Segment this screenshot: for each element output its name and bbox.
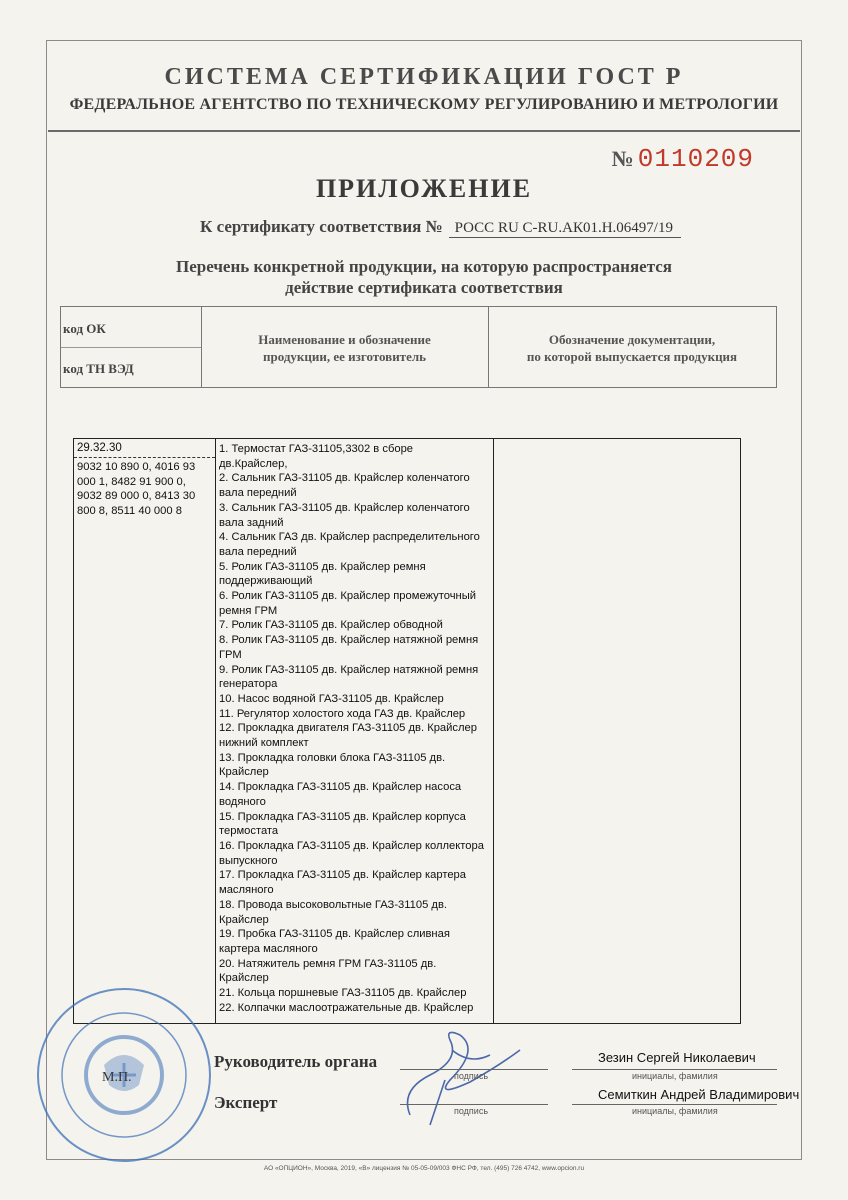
product-list	[219, 442, 491, 1015]
product-line: поддерживающий	[219, 575, 313, 588]
agency-name: ФЕДЕРАЛЬНОЕ АГЕНТСТВО ПО ТЕХНИЧЕСКОМУ РЕГУЛИРОВАНИЮ И МЕТРОЛОГИИ	[69, 96, 779, 113]
product-line: 4. Сальник ГАЗ дв. Крайслер распределительного	[219, 531, 480, 544]
product-line: генератора	[219, 678, 278, 691]
product-line: 22. Колпачки маслоотражательные дв. Крайслер	[219, 1001, 474, 1014]
list-title-line1: Перечень конкретной продукции, на которую распространяется	[175, 257, 673, 276]
expert-name: Семиткин Андрей Владимирович	[598, 1087, 800, 1102]
list-title	[0, 256, 848, 298]
product-line: 14. Прокладка ГАЗ-31105 дв. Крайслер насоса	[219, 781, 462, 794]
codes-divider	[74, 457, 215, 458]
product-line: вала передний	[219, 545, 297, 558]
expert-name-line	[572, 1104, 777, 1105]
product-line: 11. Регулятор холостого хода ГАЗ дв. Крайслер	[219, 707, 466, 720]
product-line: 17. Прокладка ГАЗ-31105 дв. Крайслер картера	[219, 869, 467, 882]
header-product-line1: Наименование и обозначение	[258, 332, 431, 347]
product-line: 10. Насос водяной ГАЗ-31105 дв. Крайслер	[219, 692, 444, 705]
expert-name-caption: инициалы, фамилия	[632, 1106, 718, 1116]
header-product-cell	[201, 307, 489, 387]
printer-footer: АО «ОПЦИОН», Москва, 2019, «В» лицензия № 05-05-09/003 ФНС РФ, тел. (495) 726 4742, www.opcion.ru	[263, 1165, 585, 1172]
tnved-code-line: 800 8, 8511 40 000 8	[77, 505, 182, 518]
product-line: Крайслер	[219, 766, 269, 779]
product-line: 21. Кольца поршневые ГАЗ-31105 дв. Крайслер	[219, 987, 467, 1000]
expert-label: Эксперт	[214, 1093, 278, 1112]
product-line: термостата	[219, 825, 279, 838]
header-docs-line1: Обозначение документации,	[548, 332, 716, 347]
header-code-ok: код ОК	[63, 321, 106, 336]
head-signature-line	[400, 1069, 548, 1070]
header-docs-text	[488, 331, 776, 365]
expert-signature-caption: подпись	[454, 1106, 489, 1116]
number-prefix: №	[611, 146, 634, 171]
list-title-line2: действие сертификата соответствия	[285, 278, 563, 297]
product-line: 13. Прокладка головки блока ГАЗ-31105 дв.	[219, 751, 446, 764]
code-ok-value: 29.32.30	[77, 442, 122, 454]
header-docs-line2: по которой выпускается продукция	[526, 349, 738, 364]
product-line: 3. Сальник ГАЗ-31105 дв. Крайслер коленчатого	[219, 501, 470, 514]
product-line: 15. Прокладка ГАЗ-31105 дв. Крайслер корпуса	[219, 810, 466, 823]
header-codes-cell	[61, 307, 202, 387]
certificate-label: К сертификату соответствия №	[200, 217, 443, 236]
header-code-tnved: код ТН ВЭД	[63, 361, 134, 376]
product-line: 6. Ролик ГАЗ-31105 дв. Крайслер промежуточный	[219, 590, 477, 603]
product-line: Крайслер	[219, 913, 269, 926]
table-header	[60, 306, 777, 388]
product-line: нижний комплект	[219, 737, 309, 750]
tnved-code-line: 9032 10 890 0, 4016 93	[77, 461, 196, 473]
form-number	[612, 144, 754, 174]
header-product-text	[201, 331, 488, 365]
product-line: выпускного	[219, 854, 278, 867]
head-name: Зезин Сергей Николаевич	[598, 1050, 756, 1065]
product-line: водяного	[219, 795, 266, 808]
product-line: вала передний	[219, 487, 297, 500]
product-line: картера масляного	[219, 942, 318, 955]
product-line: Крайслер	[219, 972, 269, 985]
product-line: ГРМ	[219, 648, 242, 661]
number-value: 0110209	[637, 144, 754, 174]
head-signature-caption: подпись	[454, 1071, 489, 1081]
docs-cell	[493, 439, 740, 1023]
head-name-caption: инициалы, фамилия	[632, 1071, 718, 1081]
product-line: вала задний	[219, 516, 284, 529]
product-line: 18. Провода высоковольтные ГАЗ-31105 дв.	[219, 898, 448, 911]
expert-signature-line	[400, 1104, 548, 1105]
certificate-number: РОСС RU С-RU.АК01.Н.06497/19	[449, 220, 681, 238]
product-line: 20. Натяжитель ремня ГРМ ГАЗ-31105 дв.	[219, 957, 437, 970]
tnved-code-line: 000 1, 8482 91 900 0,	[77, 475, 186, 488]
products-cell	[215, 439, 494, 1023]
product-line: 2. Сальник ГАЗ-31105 дв. Крайслер коленчатого	[219, 472, 470, 485]
code-tnved-values	[77, 460, 213, 519]
product-line: масляного	[219, 884, 274, 897]
codes-cell	[74, 439, 216, 1023]
product-line: дв.Крайслер,	[219, 457, 288, 470]
header-product-line2: продукции, ее изготовитель	[262, 349, 427, 364]
header-docs-cell	[488, 307, 776, 387]
certificate-reference	[200, 217, 681, 238]
stamp-place-label: М.П.	[102, 1070, 132, 1085]
product-line: 5. Ролик ГАЗ-31105 дв. Крайслер ремня	[219, 560, 426, 573]
product-line: 8. Ролик ГАЗ-31105 дв. Крайслер натяжной ремня	[219, 634, 479, 647]
table-body	[73, 438, 741, 1024]
head-name-line	[572, 1069, 777, 1070]
product-line: 1. Термостат ГАЗ-31105,3302 в сборе	[219, 443, 414, 455]
header-divider	[61, 347, 201, 348]
product-line: 19. Пробка ГАЗ-31105 дв. Крайслер сливная	[219, 928, 450, 941]
product-line: 7. Ролик ГАЗ-31105 дв. Крайслер обводной	[219, 619, 443, 632]
header	[48, 56, 800, 132]
product-line: 9. Ролик ГАЗ-31105 дв. Крайслер натяжной ремня	[219, 663, 479, 676]
product-line: ремня ГРМ	[219, 604, 278, 617]
page-title: ПРИЛОЖЕНИЕ	[315, 174, 533, 203]
product-line: 16. Прокладка ГАЗ-31105 дв. Крайслер коллектора	[219, 839, 484, 852]
tnved-code-line: 9032 89 000 0, 8413 30	[77, 490, 196, 503]
head-label: Руководитель органа	[214, 1052, 378, 1071]
product-line: 12. Прокладка двигателя ГАЗ-31105 дв. Крайслер	[219, 722, 477, 735]
system-title: СИСТЕМА СЕРТИФИКАЦИИ ГОСТ Р	[164, 64, 684, 90]
